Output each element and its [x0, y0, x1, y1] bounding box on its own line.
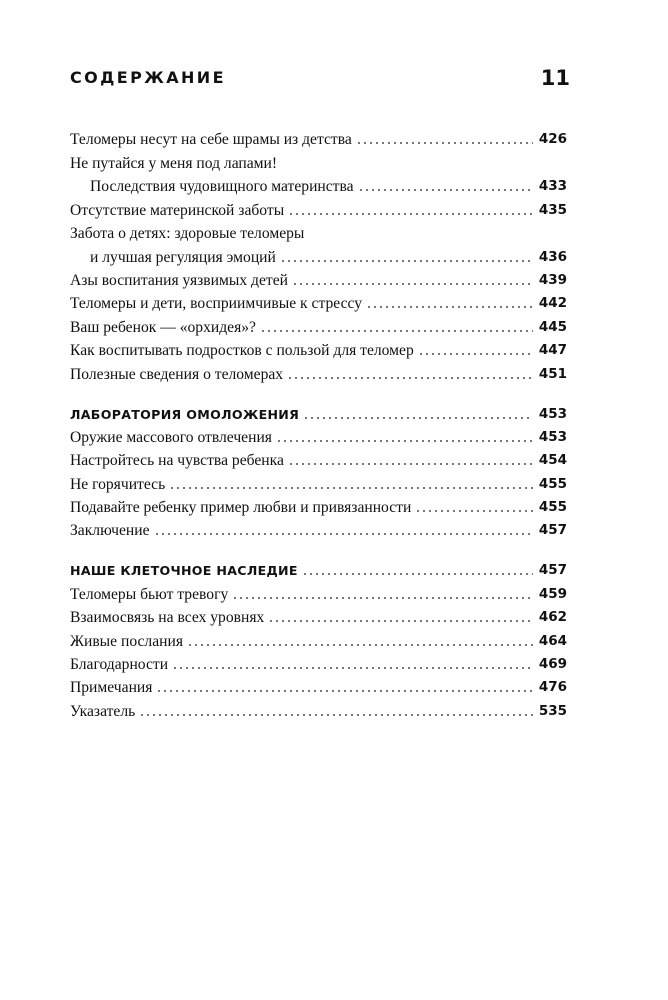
- toc-entry: [70, 313, 567, 336]
- toc-entry-title: Последствия чудовищного материнства: [90, 178, 354, 196]
- chapter-heading: СОДЕРЖАНИЕ: [70, 68, 226, 87]
- toc-entry-title: Теломеры и дети, восприимчивые к стрессу: [70, 295, 363, 313]
- toc-entry-page: 459: [538, 585, 567, 602]
- toc-entry: [70, 290, 567, 313]
- toc-entry-title: Не горячитесь: [70, 475, 166, 493]
- dot-leader: [288, 213, 533, 215]
- toc-entry-page: 436: [538, 248, 567, 265]
- toc-entry-title: Теломеры бьют тревогу: [70, 585, 229, 603]
- toc-entry-title: Азы воспитания уязвимых детей: [70, 271, 288, 289]
- toc-entry-title: Взаимосвязь на всех уровнях: [70, 609, 265, 627]
- dot-leader: [154, 533, 533, 535]
- toc-entry: [70, 604, 567, 627]
- toc-entry: [70, 126, 567, 149]
- dot-leader: [260, 330, 533, 332]
- toc-entry: [70, 424, 567, 447]
- toc-entry-page: 454: [538, 452, 567, 469]
- dot-leader: [358, 189, 533, 191]
- toc-entry-page: 476: [538, 679, 567, 696]
- toc-entry: [70, 267, 567, 290]
- toc-entry-title: Полезные сведения о теломерах: [70, 365, 284, 383]
- toc-entry: [70, 517, 567, 540]
- toc-entry-page: 447: [538, 342, 567, 359]
- toc-entry-page: 435: [538, 201, 567, 218]
- toc-entry-page: 462: [538, 609, 567, 626]
- toc-entry-title: Оружие массового отвлечения: [70, 428, 272, 446]
- toc-entry-page: 455: [538, 499, 567, 516]
- toc-entry: [70, 220, 567, 244]
- page-number: 11: [540, 66, 570, 90]
- dot-leader: [276, 440, 533, 442]
- toc-entry: [70, 627, 567, 650]
- toc-entry-title: Живые послания: [70, 632, 183, 650]
- toc-entry-page: 433: [538, 178, 567, 195]
- toc-entry: [70, 149, 567, 173]
- toc-entry-title: Благодарности: [70, 656, 169, 674]
- toc-entry-page: 469: [538, 656, 567, 673]
- toc-entry-title: Не путайся у меня под лапами!: [70, 154, 278, 172]
- toc-entry-title: Ваш ребенок — «орхидея»?: [70, 318, 256, 336]
- toc-entry-title: Заключение: [70, 522, 150, 540]
- dot-leader: [169, 487, 533, 489]
- dot-leader: [280, 260, 533, 262]
- dot-leader: [366, 306, 533, 308]
- dot-leader: [139, 714, 533, 716]
- running-head: [70, 66, 570, 96]
- toc-entry-page: 445: [538, 318, 567, 335]
- toc-entry-title: Отсутствие материнской заботы: [70, 201, 285, 219]
- toc-entry: [70, 580, 567, 603]
- toc-entry-page: 442: [538, 295, 567, 312]
- toc-entry-title: Примечания: [70, 679, 153, 697]
- dot-leader: [287, 377, 533, 379]
- dot-leader: [356, 142, 533, 144]
- dot-leader: [172, 667, 533, 669]
- toc-entry: [70, 173, 567, 196]
- toc-entry: [70, 360, 567, 383]
- toc-entry: [70, 470, 567, 493]
- toc-entry-title: Как воспитывать подростков с пользой для теломер: [70, 342, 414, 360]
- dot-leader: [268, 620, 532, 622]
- toc-entry: [70, 697, 567, 720]
- dot-leader: [187, 644, 533, 646]
- dot-leader: [415, 510, 532, 512]
- toc-entry-title: Настройтесь на чувства ребенка: [70, 452, 284, 470]
- toc-entry-page: 453: [538, 428, 567, 445]
- toc-section-entry: [70, 556, 567, 580]
- toc-entry: [70, 196, 567, 219]
- toc-entry: [70, 243, 567, 266]
- toc-entry-title: Указатель: [70, 702, 136, 720]
- toc-entry-page: 457: [538, 562, 567, 579]
- toc-entry-page: 464: [538, 632, 567, 649]
- toc-entry-title: Подавайте ребенку пример любви и привязанности: [70, 499, 412, 517]
- dot-leader: [156, 690, 532, 692]
- toc-entry: [70, 674, 567, 697]
- dot-leader: [232, 597, 533, 599]
- toc-entry-page: 426: [538, 131, 567, 148]
- toc-entry-page: 453: [538, 405, 567, 422]
- dot-leader: [303, 417, 533, 419]
- toc-entry-page: 439: [538, 271, 567, 288]
- dot-leader: [418, 353, 533, 355]
- toc-entry: [70, 337, 567, 360]
- toc-entry: [70, 651, 567, 674]
- toc-entry-title: НАШЕ КЛЕТОЧНОЕ НАСЛЕДИЕ: [70, 563, 298, 579]
- toc-entry-title: ЛАБОРАТОРИЯ ОМОЛОЖЕНИЯ: [70, 406, 300, 422]
- toc-section-entry: [70, 400, 567, 424]
- toc-entry-page: 455: [538, 475, 567, 492]
- dot-leader: [288, 463, 533, 465]
- toc-entry-page: 457: [538, 522, 567, 539]
- toc-entry-page: 535: [538, 702, 567, 719]
- toc-entry: [70, 447, 567, 470]
- toc-entry-title: Теломеры несут на себе шрамы из детства: [70, 131, 352, 149]
- table-of-contents: [70, 126, 567, 721]
- toc-entry-page: 451: [538, 365, 567, 382]
- toc-entry: [70, 494, 567, 517]
- toc-entry-title: Забота о детях: здоровые теломеры: [70, 225, 305, 243]
- toc-entry-title: и лучшая регуляция эмоций: [90, 248, 276, 266]
- dot-leader: [292, 283, 533, 285]
- dot-leader: [302, 573, 533, 575]
